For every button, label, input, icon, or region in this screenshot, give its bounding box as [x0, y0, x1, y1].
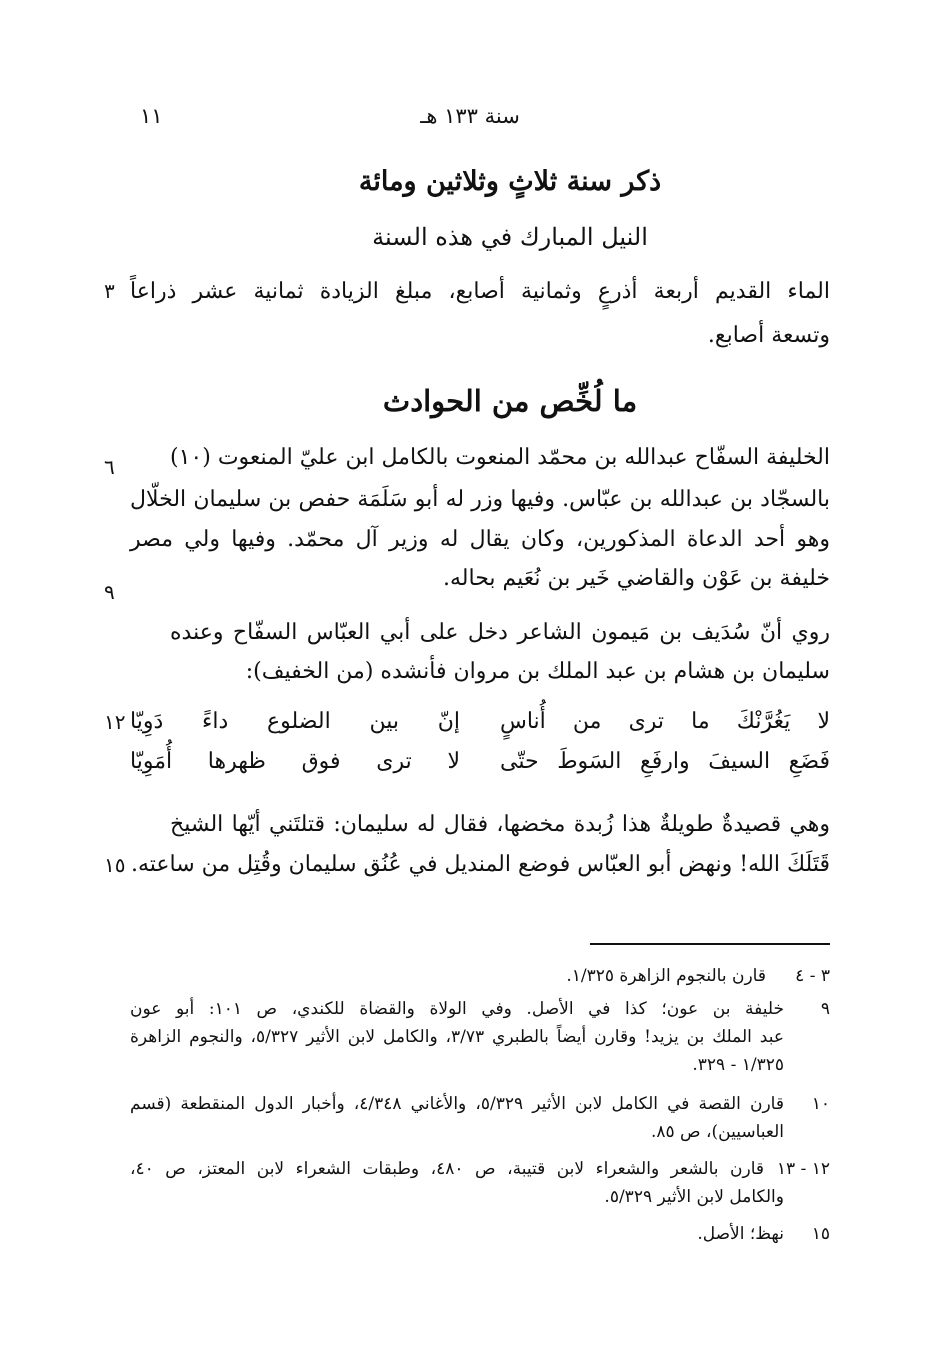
footnote-text: نهظ؛ الأصل. [697, 1224, 784, 1244]
section-subheading-nile: النيل المبارك في هذه السنة [372, 223, 648, 251]
body-line: خليفة بن عَوْن والقاضي خَير بن نُعَيم بحاله. [443, 566, 830, 591]
footnote-ref: ٣ - ٤ [795, 966, 830, 986]
footnote [130, 1220, 830, 1248]
body-line: بالسجّاد بن عبدالله بن عبّاس. وفيها وزر له أبو سَلَمَة حفص بن سليمان الخلّال [130, 487, 830, 512]
body-line: الخليفة السفّاح عبدالله بن محمّد المنعوت بالكامل ابن عليّ المنعوت (١٠) [170, 445, 830, 470]
line-number: ١٢ [104, 710, 126, 734]
body-line: سليمان بن هشام بن عبد الملك بن مروان فأنشده (من الخفيف): [245, 659, 830, 684]
footnote-ref: ١٢ - ١٣ [776, 1159, 830, 1179]
footnote [130, 1090, 830, 1146]
verse-line [130, 705, 830, 739]
page-number: ١١ [140, 104, 163, 128]
verse-line [130, 745, 830, 779]
line-number: ١٥ [104, 853, 126, 877]
running-header-title: سنة ١٣٣ هـ [420, 104, 520, 128]
line-number: ٦ [104, 455, 115, 479]
footnote-text: العباسيين)، ص ٨٥. [650, 1122, 784, 1142]
verse-hemistich: فَضَعِ السيفَ وارفَعِ السَوطَ حتّى [500, 749, 830, 774]
body-line: وهو أحد الدعاة المذكورين، وكان يقال له وزير آل محمّد. وفيها ولي مصر [130, 527, 830, 552]
footnote-ref: ٩ [820, 999, 830, 1019]
verse-hemistich: لا ترى فوق ظهرها أُمَوِيّا [130, 749, 460, 774]
section-heading-events: ما لُخِّص من الحوادث [382, 384, 638, 418]
footnote-text: ١/٣٢٥ - ٣٢٩. [692, 1055, 784, 1075]
footnote-text: قارن بالنجوم الزاهرة ١/٣٢٥. [566, 966, 766, 986]
footnote-ref: ١٠ [811, 1094, 830, 1114]
footnote [130, 1155, 830, 1211]
body-line: وتسعة أصابع. [707, 323, 830, 348]
footnote-text: والكامل لابن الأثير ٥/٣٢٩. [604, 1187, 784, 1207]
footnote-text: عبد الملك بن يزيد! وقارن أيضاً بالطبري ٣/٧٣، والكامل لابن الأثير ٥/٣٢٧، والنجوم الزاهرة [130, 1027, 784, 1047]
body-line: قَتَلَكَ الله! ونهض أبو العبّاس فوضع المنديل في عُنُق سليمان وقُتِل من ساعته. [130, 852, 830, 877]
footnote-text: قارن القصة في الكامل لابن الأثير ٥/٣٢٩، والأغاني ٤/٣٤٨، وأخبار الدول المنقطعة (قسم [130, 1094, 784, 1114]
verse-hemistich: لا يَغُرَّنْكَ ما ترى من أُناسٍ [500, 709, 830, 734]
body-line: الماء القديم أربعة أذرعٍ وثمانية أصابع، مبلغ الزيادة ثمانية عشر ذراعاً [130, 279, 830, 304]
body-line: روي أنّ سُدَيف بن مَيمون الشاعر دخل على أبي العبّاس السفّاح وعنده [170, 620, 830, 645]
footnote-text: خليفة بن عون؛ كذا في الأصل. وفي الولاة والقضاة للكندي، ص ١٠١: أبو عون [130, 999, 784, 1019]
footnote-separator [590, 943, 830, 945]
line-number: ٩ [104, 580, 115, 604]
footnote [130, 995, 830, 1079]
verse-hemistich: إنّ بين الضلوع داءً دَوِيّا [130, 709, 460, 734]
section-heading-year: ذكر سنة ثلاثٍ وثلاثين ومائة [358, 166, 662, 197]
body-line: وهي قصيدةٌ طويلةٌ هذا زُبدة مخضها، فقال له سليمان: قتلتَني أيّها الشيخ [170, 812, 830, 837]
footnote-text: قارن بالشعر والشعراء لابن قتيبة، ص ٤٨٠، وطبقات الشعراء لابن المعتز، ص ٤٠، [130, 1159, 765, 1179]
line-number: ٣ [104, 279, 115, 303]
footnote-ref: ١٥ [811, 1224, 830, 1244]
footnote [130, 962, 830, 990]
